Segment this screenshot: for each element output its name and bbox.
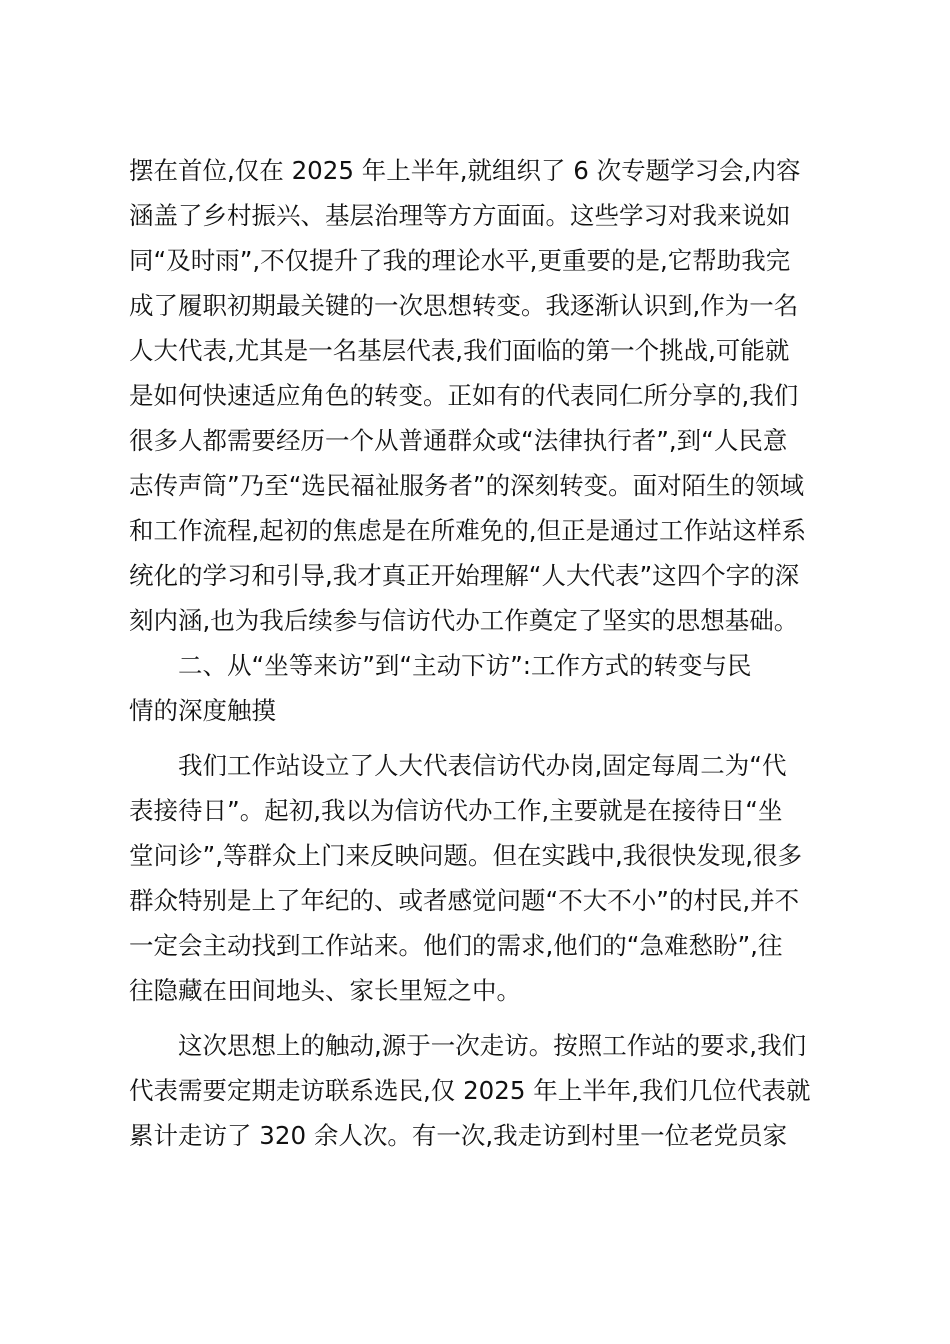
text-line: 涵盖了乡村振兴、基层治理等方方面面。这些学习对我来说如: [129, 201, 791, 230]
text-line: 一定会主动找到工作站来。他们的需求,他们的“急难愁盼”,往: [129, 931, 783, 960]
text-line: 我们工作站设立了人大代表信访代办岗,固定每周二为“代: [178, 751, 787, 780]
document-body: [129, 148, 833, 1158]
paragraph-3: [129, 1023, 833, 1158]
text-line: 和工作流程,起初的焦虑是在所难免的,但正是通过工作站这样系: [129, 516, 807, 545]
text-line: 人大代表,尤其是一名基层代表,我们面临的第一个挑战,可能就: [129, 336, 790, 365]
text-line: 累计走访了 320 余人次。有一次,我走访到村里一位老党员家: [129, 1121, 788, 1150]
section-heading-2: [129, 643, 833, 733]
text-line: 往隐藏在田间地头、家长里短之中。: [129, 976, 521, 1005]
text-line: 表接待日”。起初,我以为信访代办工作,主要就是在接待日“坐: [129, 796, 783, 825]
text-line: 统化的学习和引导,我才真正开始理解“人大代表”这四个字的深: [129, 561, 800, 590]
text-line: 群众特别是上了年纪的、或者感觉问题“不大不小”的村民,并不: [129, 886, 800, 915]
text-line: 是如何快速适应角色的转变。正如有的代表同仁所分享的,我们: [129, 381, 799, 410]
text-line: 刻内涵,也为我后续参与信访代办工作奠定了坚实的思想基础。: [129, 606, 799, 635]
text-line: 代表需要定期走访联系选民,仅 2025 年上半年,我们几位代表就: [129, 1076, 811, 1105]
paragraph-1: [129, 148, 833, 643]
text-line: 这次思想上的触动,源于一次走访。按照工作站的要求,我们: [178, 1031, 807, 1060]
paragraph-spacer: [129, 733, 833, 743]
text-line: 同“及时雨”,不仅提升了我的理论水平,更重要的是,它帮助我完: [129, 246, 791, 275]
text-line: 志传声筒”乃至“选民福祉服务者”的深刻转变。面对陌生的领域: [129, 471, 805, 500]
text-line: 成了履职初期最关键的一次思想转变。我逐渐认识到,作为一名: [129, 291, 799, 320]
text-line: 很多人都需要经历一个从普通群众或“法律执行者”,到“人民意: [129, 426, 788, 455]
paragraph-2: [129, 743, 833, 1013]
text-line: 摆在首位,仅在 2025 年上半年,就组织了 6 次专题学习会,内容: [129, 156, 801, 185]
heading-line: 二、从“坐等来访”到“主动下访”:工作方式的转变与民: [178, 651, 752, 680]
text-line: 堂问诊”,等群众上门来反映问题。但在实践中,我很快发现,很多: [129, 841, 803, 870]
heading-line: 情的深度触摸: [129, 696, 276, 725]
paragraph-spacer: [129, 1013, 833, 1023]
